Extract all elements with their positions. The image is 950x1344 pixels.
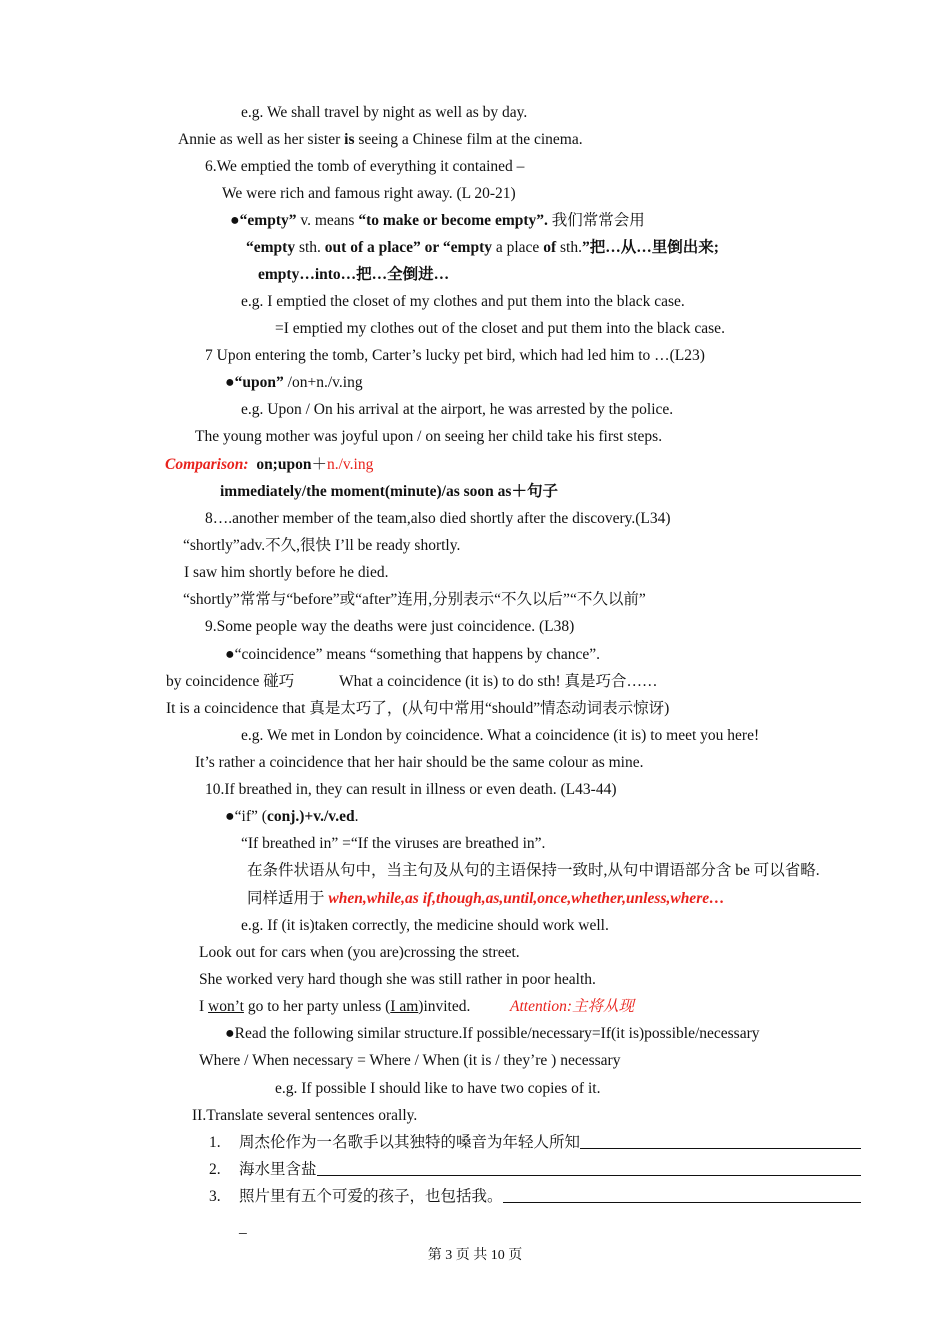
- text: 同样适用于: [247, 890, 329, 907]
- comparison-line2: [220, 482, 558, 502]
- bullet-icon: ●: [230, 212, 240, 229]
- text: of: [543, 239, 557, 256]
- empty-structure: [246, 238, 719, 258]
- text: I: [199, 998, 209, 1015]
- translate-item-1: [209, 1133, 861, 1153]
- shortly-usage-note: “shortly”常常与“before”或“after”连用,分别表示“不久以后”“不久以前”: [183, 591, 646, 608]
- text: ＋句子: [511, 483, 558, 500]
- example-travel: e.g. We shall travel by night as well as by day.: [241, 104, 528, 121]
- example-party: [199, 997, 470, 1017]
- text: won’t: [208, 998, 244, 1015]
- point-9-heading: 9.Some people way the deaths were just coincidence. (L38): [205, 618, 575, 635]
- item-number: 3.: [209, 1188, 221, 1205]
- answer-blank-tail: _: [239, 1219, 247, 1236]
- point-6-line2: We were rich and famous right away. (L 20-21): [222, 185, 516, 202]
- shortly-definition: “shortly”adv.不久,很快 I’ll be ready shortly.: [183, 537, 461, 554]
- grammar-rule: 在条件状语从句中，当主句及从句的主语保持一致时,从句中谓语部分含 be 可以省略.: [247, 862, 820, 879]
- example-medicine: e.g. If (it is)taken correctly, the medicine should work well.: [241, 917, 609, 934]
- text: Annie as well as her sister: [178, 131, 345, 148]
- example-mother: The young mother was joyful upon / on seeing her child take his first steps.: [195, 428, 663, 445]
- if-breathed-in: “If breathed in” =“If the viruses are breathed in”.: [241, 835, 546, 852]
- bullet-icon: ●: [225, 646, 235, 663]
- text: sth.: [556, 239, 582, 256]
- applies-to: [247, 889, 725, 909]
- text: seeing a Chinese film at the cinema.: [354, 131, 583, 148]
- example-shortly: I saw him shortly before he died.: [184, 564, 389, 581]
- bullet-icon: ●: [225, 374, 235, 391]
- point-6-heading: 6.We emptied the tomb of everything it contained –: [205, 158, 525, 175]
- text: .: [354, 808, 359, 825]
- item-text: 照片里有五个可爱的孩子，也包括我。: [239, 1188, 503, 1205]
- bold-is: is: [344, 131, 355, 148]
- point-10-heading: 10.If breathed in, they can result in illness or even death. (L43-44): [205, 781, 617, 798]
- text: “empty: [246, 239, 296, 256]
- example-hair: It’s rather a coincidence that her hair should be the same colour as mine.: [195, 754, 644, 771]
- example-closet: e.g. I emptied the closet of my clothes and put them into the black case.: [241, 293, 685, 310]
- item-text: 周杰伦作为一名歌手以其独特的嗓音为年轻人所知: [239, 1134, 581, 1151]
- example-cars: Look out for cars when (you are)crossing the street.: [199, 944, 520, 961]
- text: )invited.: [418, 998, 471, 1015]
- text: on;upon: [256, 456, 312, 473]
- text: “if” (: [234, 808, 267, 825]
- answer-blank[interactable]: [503, 1187, 861, 1203]
- empty-definition: [230, 211, 645, 231]
- term: “upon”: [234, 374, 284, 391]
- coincidence-definition: [225, 645, 600, 665]
- meaning: “to make or become empty”.: [358, 212, 548, 229]
- item-number: 2.: [209, 1161, 221, 1178]
- page-footer: 第 3 页 共 10 页: [427, 1248, 523, 1263]
- section-2-heading: II.Translate several sentences orally.: [192, 1107, 418, 1124]
- similar-structure: [225, 1024, 760, 1044]
- comparison-label: Comparison:: [165, 456, 249, 473]
- by-coincidence: by coincidence 碰巧: [166, 673, 295, 690]
- text: ＋: [311, 456, 327, 473]
- example-airport: e.g. Upon / On his arrival at the airport, he was arrested by the police.: [241, 401, 674, 418]
- translate-item-2: [209, 1160, 861, 1180]
- text: I am: [390, 998, 419, 1015]
- text: “coincidence” means “something that happens by chance”.: [234, 646, 601, 663]
- example-london: e.g. We met in London by coincidence. What a coincidence (it is) to meet you here!: [241, 727, 760, 744]
- answer-blank[interactable]: [580, 1133, 861, 1149]
- text: conj.)+v./v.ed: [266, 808, 355, 825]
- item-text: 海水里含盐: [239, 1161, 317, 1178]
- point-7-heading: 7 Upon entering the tomb, Carter’s lucky pet bird, which had led him to …(L23): [205, 347, 705, 364]
- example-copies: e.g. If possible I should like to have two copies of it.: [275, 1080, 601, 1097]
- point-8-heading: 8….another member of the team,also died shortly after the discovery.(L34): [205, 510, 671, 527]
- translate-item-3: [209, 1187, 861, 1207]
- example-closet-alt: =I emptied my clothes out of the closet and put them into the black case.: [275, 320, 725, 337]
- example-health: She worked very hard though she was still rather in poor health.: [199, 971, 596, 988]
- if-structure: [225, 807, 358, 827]
- text: a place: [491, 239, 544, 256]
- empty-into: empty…into…把…全倒进…: [258, 266, 450, 283]
- bullet-icon: ●: [225, 1025, 235, 1042]
- bullet-icon: ●: [225, 808, 235, 825]
- item-number: 1.: [209, 1134, 221, 1151]
- what-a-coincidence: What a coincidence (it is) to do sth! 真是巧合……: [339, 673, 658, 690]
- attention-note: Attention:主将从现: [510, 998, 634, 1015]
- conjunction-list: when,while,as if,though,as,until,once,whether,unless,where…: [328, 890, 725, 907]
- coincidence-that: It is a coincidence that 真是太巧了，(从句中常用“should”情态动词表示惊讶): [166, 700, 670, 717]
- text: go to her party unless (: [243, 998, 391, 1015]
- term: “empty”: [239, 212, 297, 229]
- text: sth.: [295, 239, 325, 256]
- text: out of a place” or “empty: [324, 239, 492, 256]
- example-annie: [178, 130, 583, 150]
- upon-definition: [225, 373, 363, 393]
- answer-blank[interactable]: [317, 1160, 861, 1176]
- text: v. means: [296, 212, 359, 229]
- text: immediately/the moment(minute)/as soon as: [220, 483, 512, 500]
- text: Read the following similar structure.If possible/necessary=If(it is)possible/necessary: [234, 1025, 760, 1042]
- where-when-necessary: Where / When necessary = Where / When (it is / they’re ) necessary: [199, 1052, 621, 1069]
- text: n./v.ing: [326, 456, 374, 473]
- text: /on+n./v.ing: [283, 374, 363, 391]
- text: 我们常常会用: [547, 212, 645, 229]
- comparison-line: [165, 455, 373, 475]
- text: ”把…从…里倒出来;: [581, 239, 719, 256]
